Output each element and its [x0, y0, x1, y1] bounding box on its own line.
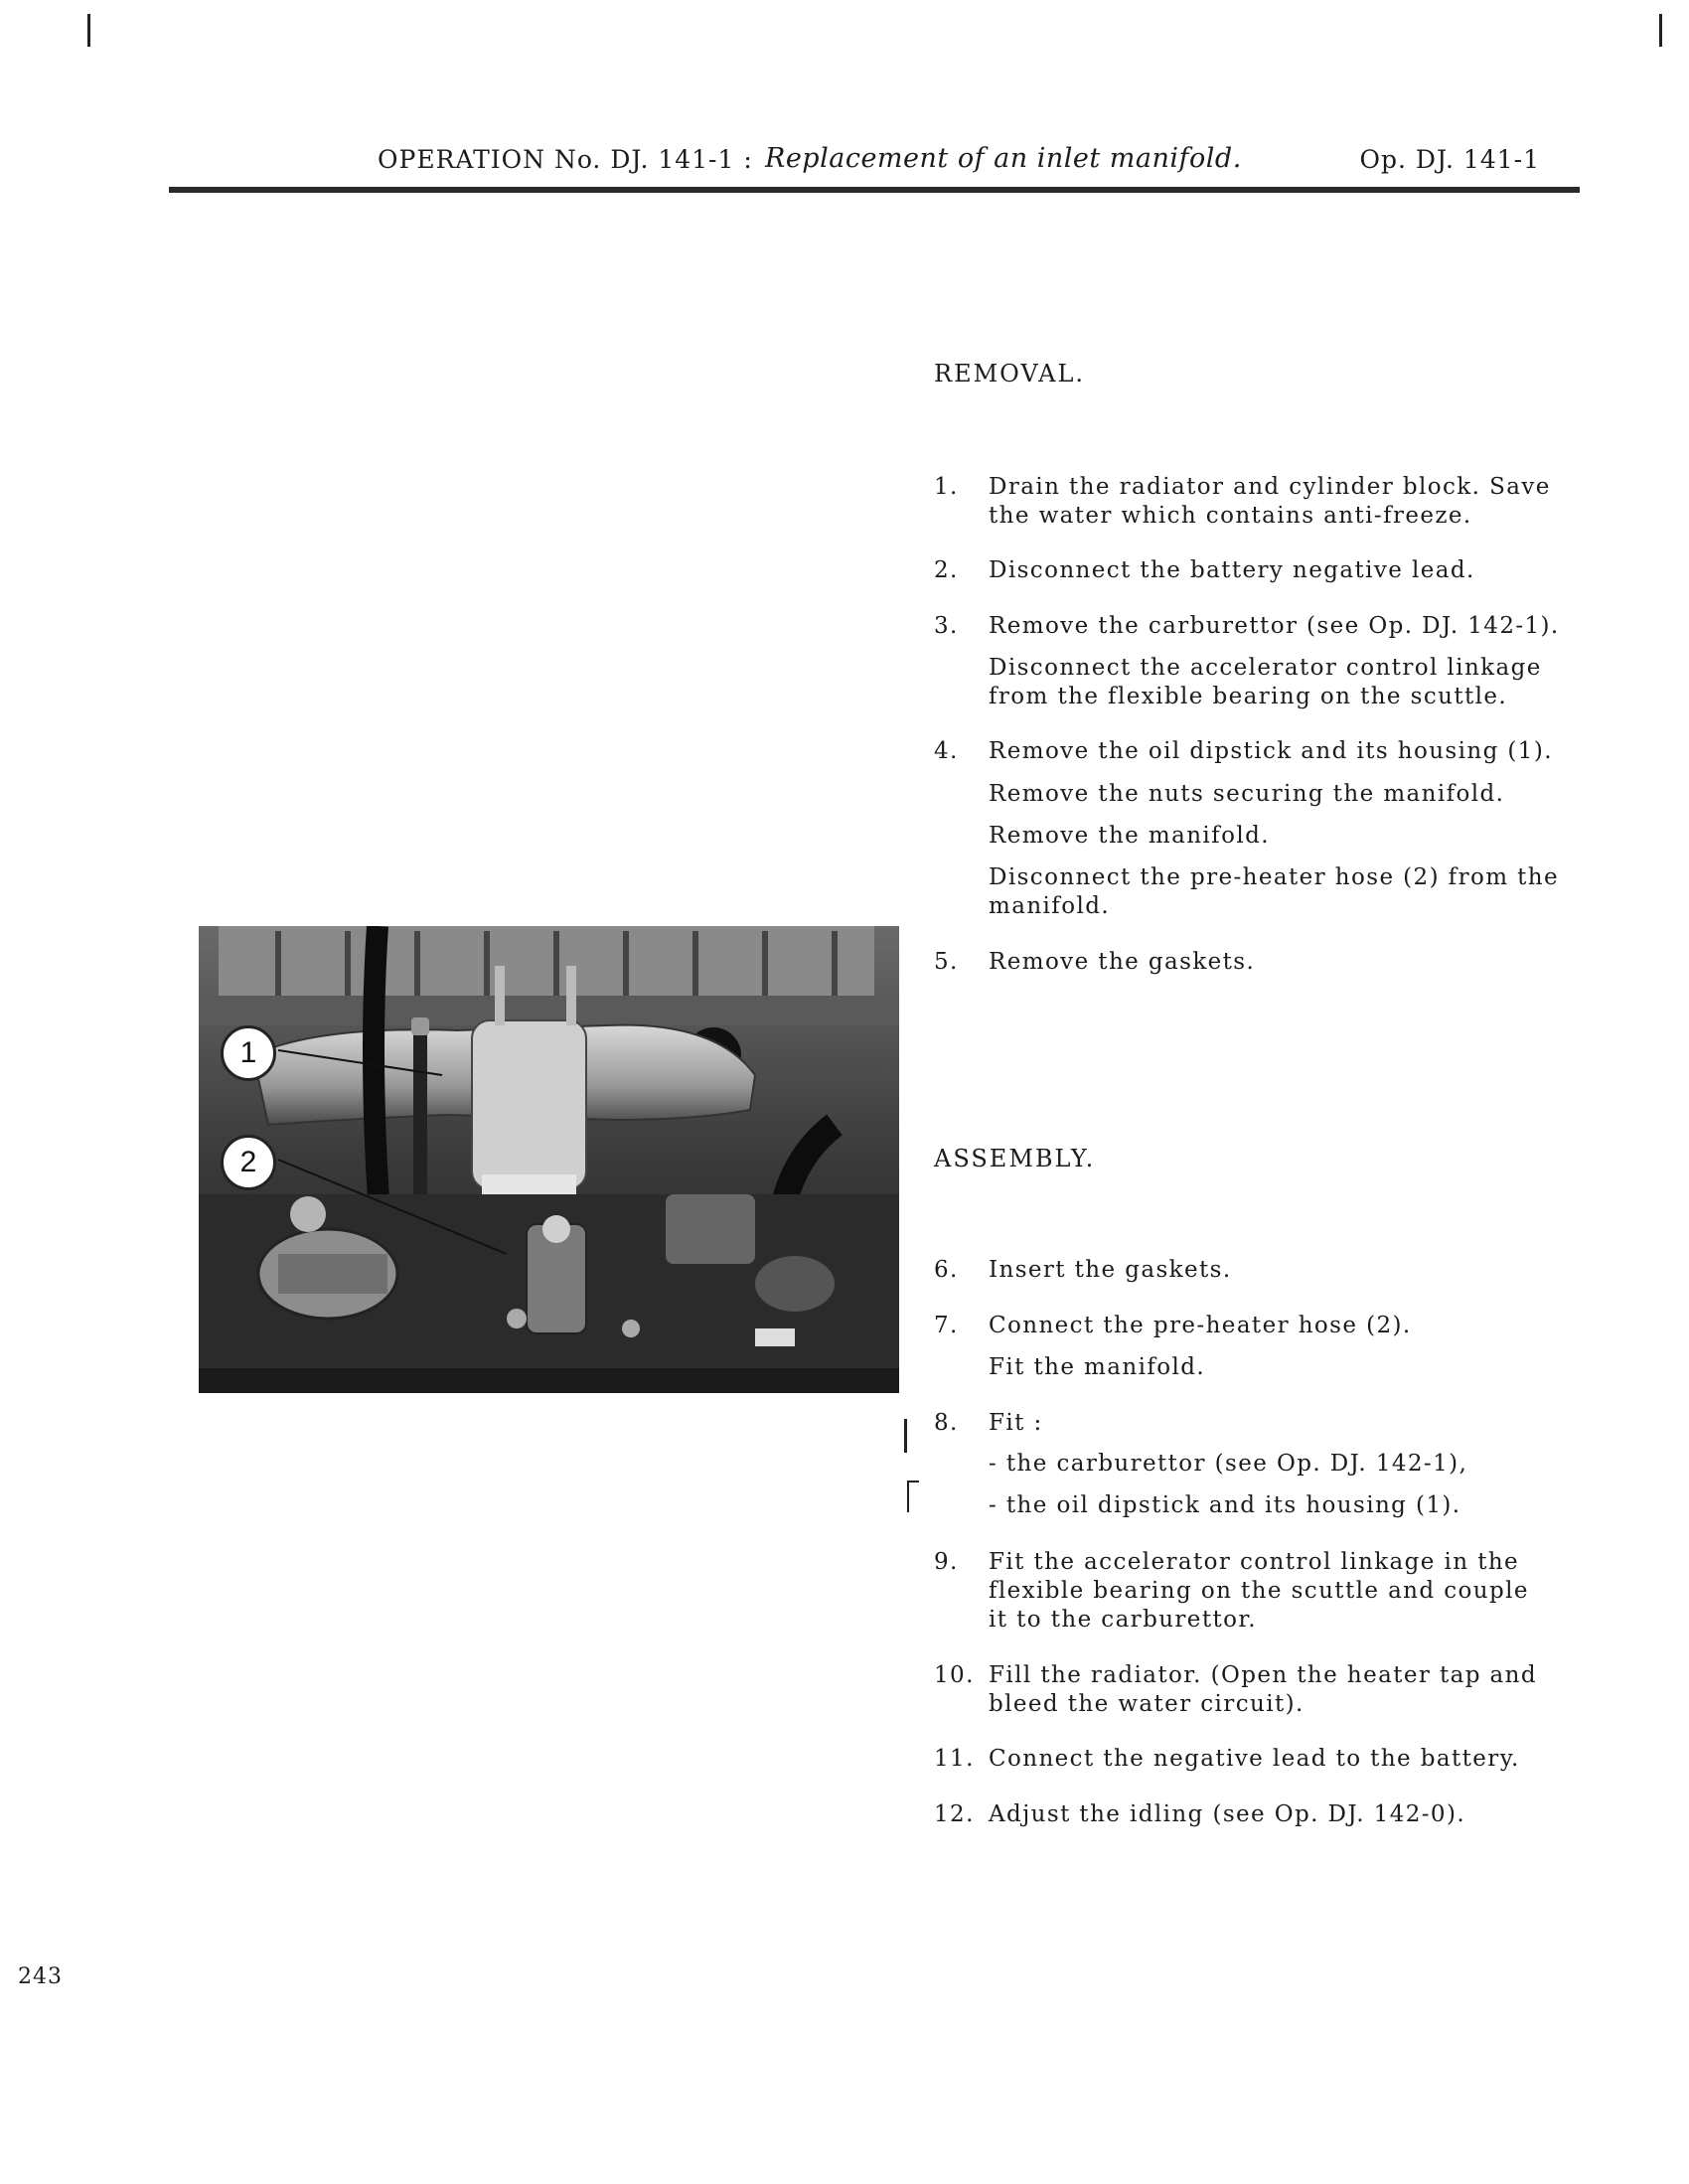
operation-title: Replacement of an inlet manifold.	[765, 143, 1242, 174]
operation-number: OPERATION No. DJ. 141-1 :	[378, 145, 753, 174]
step-number: 6.	[934, 1257, 959, 1283]
margin-change-bar	[904, 1419, 907, 1453]
step-text: manifold.	[989, 893, 1111, 919]
step-text: Connect the pre-heater hose (2).	[989, 1313, 1412, 1338]
step-text: Remove the gaskets.	[989, 949, 1256, 975]
scan-mark-left	[87, 14, 90, 47]
scan-mark-right	[1659, 14, 1662, 47]
step-text: Insert the gaskets.	[989, 1257, 1232, 1283]
page-header	[378, 145, 1540, 179]
step-text: Disconnect the battery negative lead.	[989, 557, 1475, 583]
step-text: from the flexible bearing on the scuttle.	[989, 684, 1508, 709]
step-number: 1.	[934, 474, 959, 500]
step-number: 2.	[934, 557, 959, 583]
callout-2	[221, 1135, 276, 1190]
step-text: flexible bearing on the scuttle and couple	[989, 1578, 1529, 1604]
step-text: Adjust the idling (see Op. DJ. 142-0).	[989, 1801, 1466, 1827]
margin-change-tick	[907, 1481, 919, 1482]
step-text: Remove the carburettor (see Op. DJ. 142-1).	[989, 613, 1560, 639]
step-4-extra-1: Remove the nuts securing the manifold.	[989, 781, 1505, 807]
step-number: 3.	[934, 613, 959, 639]
step-text: Disconnect the pre-heater hose (2) from the	[989, 864, 1559, 890]
step-text: the water which contains anti-freeze.	[989, 503, 1472, 529]
step-4-extra-3	[989, 863, 1559, 921]
step-text: Disconnect the accelerator control linkage	[989, 655, 1542, 681]
callout-1	[221, 1025, 276, 1081]
step-number: 12.	[934, 1801, 975, 1827]
step-number: 5.	[934, 949, 959, 975]
step-8-subitem: - the oil dipstick and its housing (1).	[989, 1492, 1461, 1518]
callout-label: 1	[239, 1036, 257, 1069]
step-3-extra	[989, 654, 1542, 711]
step-7-extra: Fit the manifold.	[989, 1354, 1206, 1380]
removal-heading: REMOVAL.	[934, 360, 1086, 388]
step-text: it to the carburettor.	[989, 1607, 1257, 1633]
step-8-subitem: - the carburettor (see Op. DJ. 142-1),	[989, 1451, 1468, 1477]
step-number: 4.	[934, 738, 959, 764]
step-text: Connect the negative lead to the battery.	[989, 1746, 1520, 1772]
engine-photo-graphic	[199, 926, 899, 1393]
step-4-extra-2: Remove the manifold.	[989, 823, 1270, 849]
step-number: 9.	[934, 1549, 959, 1575]
header-rule	[169, 187, 1580, 193]
step-number: 10.	[934, 1662, 975, 1688]
step-number: 7.	[934, 1313, 959, 1338]
step-text: Fit the accelerator control linkage in the	[989, 1549, 1520, 1575]
callout-label: 2	[239, 1146, 257, 1178]
step-text: Remove the oil dipstick and its housing (1).	[989, 738, 1553, 764]
engine-photo	[199, 926, 899, 1393]
operation-reference: Op. DJ. 141-1	[1359, 145, 1540, 174]
step-number: 8.	[934, 1410, 959, 1436]
page-number: 243	[18, 1964, 63, 1989]
assembly-heading: ASSEMBLY.	[934, 1145, 1096, 1172]
step-number: 11.	[934, 1746, 975, 1772]
margin-change-bar	[907, 1481, 909, 1512]
step-text: bleed the water circuit).	[989, 1691, 1305, 1717]
step-text: Fill the radiator. (Open the heater tap and	[989, 1662, 1537, 1688]
step-text: Fit :	[989, 1410, 1043, 1436]
step-text: Drain the radiator and cylinder block. Save	[989, 474, 1551, 500]
